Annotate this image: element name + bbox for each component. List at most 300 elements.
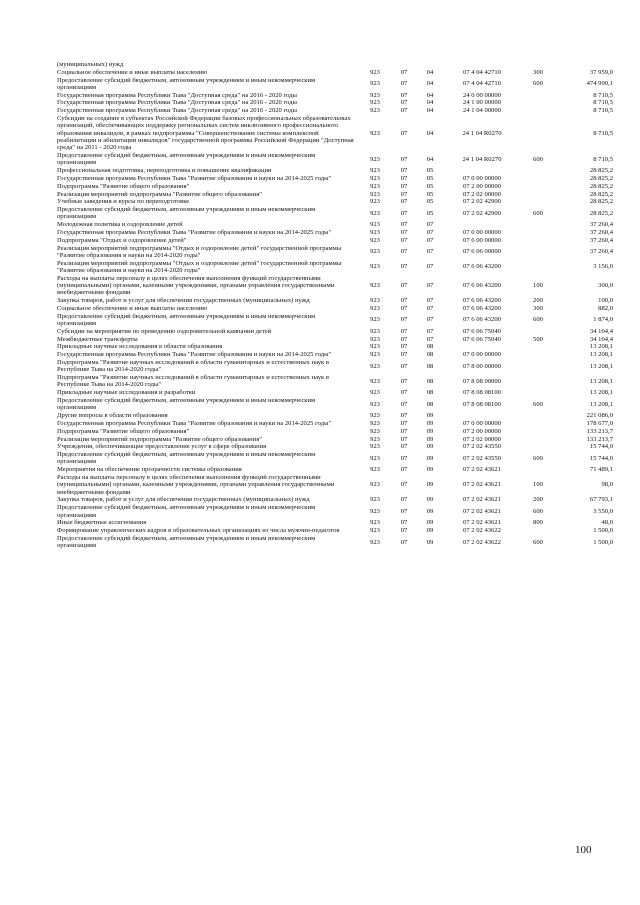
table-row: [57, 527, 613, 535]
expense-type-code: [521, 183, 555, 191]
table-row: [57, 443, 613, 451]
amount: 13 208,1: [589, 362, 613, 370]
row-name: Расходы на выплаты персоналу в целях обеспечения выполнения функций государственными (муниципальными) органами, казенными учреждениями, органами управления государственными внебюджетными фондами: [57, 474, 335, 496]
amount: 1 874,0: [593, 316, 613, 324]
subsection-code: 05: [426, 198, 434, 206]
ministry-code: 923: [370, 419, 380, 427]
section-code: 07: [400, 412, 408, 420]
target-article-code: 07 2 02 43621: [463, 507, 501, 515]
table-row: [57, 245, 613, 260]
section-code: 07: [400, 496, 408, 504]
expense-type-code: [521, 107, 555, 115]
ministry-code: 923: [370, 389, 380, 397]
subsection-code: 04: [426, 91, 434, 99]
subsection-code: 09: [426, 507, 434, 515]
amount: 1 500,0: [593, 527, 613, 535]
row-name: Предоставление субсидий бюджетным, автономным учреждениям и иным некоммерческим организациям: [57, 397, 316, 412]
subsection-code: 04: [426, 80, 434, 88]
ministry-code: 923: [370, 91, 380, 99]
table-row: [57, 374, 613, 389]
row-name: Реализация мероприятий подпрограммы "Отдых и оздоровление детей" государственной программы "Развитие образования и науки на 2014-2020 годы": [57, 259, 342, 275]
section-code: 07: [400, 427, 408, 435]
amount: 1 500,0: [593, 538, 613, 546]
target-article-code: 07 0 00 00000: [463, 174, 501, 182]
section-code: 07: [400, 519, 408, 527]
amount: [555, 61, 613, 69]
target-article-code: 07 6 06 43200: [463, 282, 501, 290]
table-row: [57, 436, 613, 444]
table-row: [57, 175, 613, 183]
row-name: Молодежная политика и оздоровление детей: [57, 221, 183, 229]
amount: 178 677,0: [586, 419, 613, 427]
section-code: 07: [400, 190, 408, 198]
subsection-code: 08: [426, 362, 434, 370]
row-name: Государственная программа Республики Тыва "Доступная среда" на 2016 - 2020 годы: [57, 107, 297, 115]
amount: 133 213,7: [586, 435, 613, 443]
row-name: Подпрограмма "Развитие научных исследований в области гуманитарных и естественных наук в Республике Тыва на 2014-2020 годы": [57, 374, 330, 389]
amount: 98,0: [601, 481, 613, 489]
subsection-code: [417, 61, 443, 69]
subsection-code: 09: [426, 412, 434, 420]
target-article-code: 07 2 02 00000: [463, 435, 501, 443]
row-name: Предоставление субсидий бюджетным, автономным учреждениям и иным некоммерческим организациям: [57, 504, 316, 519]
table-row: [57, 420, 613, 428]
section-code: 07: [400, 209, 408, 217]
amount: 8 710,5: [593, 107, 613, 115]
table-row: [57, 466, 613, 474]
subsection-code: 07: [426, 316, 434, 324]
ministry-code: 923: [370, 496, 380, 504]
expense-type-code: [521, 61, 555, 69]
subsection-code: 08: [426, 389, 434, 397]
expense-type-code: 500: [533, 335, 543, 343]
section-code: 07: [400, 507, 408, 515]
section-code: 07: [400, 327, 408, 335]
amount: 882,0: [598, 305, 613, 312]
section-code: 07: [400, 362, 408, 370]
table-row: [57, 389, 613, 397]
section-code: 07: [400, 263, 408, 271]
target-article-code: 07 2 02 43622: [463, 527, 501, 535]
ministry-code: 923: [370, 412, 380, 420]
subsection-code: 04: [426, 99, 434, 107]
row-name: Подпрограмма "Развитие научных исследований в области гуманитарных и естественных наук в Республике Тыва на 2014-2020 годы": [57, 359, 330, 374]
amount: 37 260,4: [589, 248, 613, 256]
expense-type-code: [521, 198, 555, 206]
expense-type-code: 800: [533, 519, 543, 527]
target-article-code: 07 4 04 42710: [463, 80, 501, 88]
ministry-code: 923: [370, 221, 380, 229]
table-row: [57, 496, 613, 504]
row-name: Межбюджетные трансферты: [57, 335, 138, 343]
expense-type-code: [521, 436, 555, 444]
section-code: 07: [400, 167, 408, 175]
subsection-code: 09: [426, 481, 434, 489]
amount: 8 710,5: [593, 155, 613, 163]
expense-type-code: [521, 328, 555, 336]
ministry-code: 923: [370, 263, 380, 271]
row-name: Иные бюджетные ассигнования: [57, 519, 147, 527]
table-row: [57, 328, 613, 336]
target-article-code: 07 0 00 00000: [463, 229, 501, 237]
ministry-code: 923: [370, 527, 380, 535]
section-code: 07: [400, 182, 408, 190]
amount: 48,0: [601, 519, 613, 527]
section-code: 07: [400, 248, 408, 256]
target-article-code: 07 2 02 43621: [463, 466, 501, 474]
subsection-code: 05: [426, 167, 434, 175]
ministry-code: 923: [370, 443, 380, 451]
expense-type-code: 300: [533, 68, 543, 76]
ministry-code: 923: [370, 351, 380, 359]
amount: 34 104,4: [589, 335, 613, 343]
row-name: Социальное обеспечение и иные выплаты населению: [57, 68, 208, 76]
target-article-code: 07 6 00 00000: [463, 236, 501, 244]
expense-type-code: [521, 412, 555, 420]
ministry-code: 923: [370, 466, 380, 474]
expense-type-code: [521, 237, 555, 245]
amount: 100,0: [598, 297, 613, 305]
section-code: 07: [400, 99, 408, 107]
ministry-code: 923: [370, 167, 380, 175]
subsection-code: 04: [426, 107, 434, 115]
ministry-code: 923: [370, 519, 380, 527]
ministry-code: 923: [370, 316, 380, 324]
target-article-code: 07 6 06 00000: [463, 248, 501, 256]
ministry-code: 923: [370, 68, 380, 76]
row-name: Формирование управленческих кадров в образовательных организациях из числа мужчин-педагогов: [57, 527, 340, 535]
expense-type-code: [521, 191, 555, 199]
section-code: 07: [400, 221, 408, 229]
row-name: Учебные заведения и курсы по переподготовке: [57, 198, 190, 206]
subsection-code: 07: [426, 297, 434, 305]
subsection-code: 09: [426, 538, 434, 546]
row-name: Государственная программа Республики Тыва "Развитие образования и науки на 2014-2025 годы": [57, 229, 332, 237]
target-article-code: 07 6 06 43200: [463, 305, 501, 312]
table-row: [57, 167, 613, 175]
expense-type-code: [521, 245, 555, 260]
ministry-code: 923: [370, 362, 380, 370]
ministry-code: 923: [370, 182, 380, 190]
expense-type-code: [521, 260, 555, 275]
expense-type-code: 600: [533, 80, 543, 88]
budget-table: [57, 61, 613, 550]
target-article-code: [443, 221, 521, 229]
amount: 37 959,0: [589, 68, 613, 76]
row-name: Реализация мероприятий подпрограммы "Отдых и оздоровление детей" государственной программы "Развитие образования и науки на 2014-2020 годы": [57, 244, 342, 259]
row-name: Государственная программа Республики Тыва "Доступная среда" на 2016 - 2020 годы: [57, 91, 297, 99]
target-article-code: 24 0 00 00000: [463, 91, 501, 99]
target-article-code: 07 0 00 00000: [463, 351, 501, 359]
subsection-code: 07: [426, 229, 434, 237]
ministry-code: 923: [370, 343, 380, 351]
target-article-code: 07 8 08 08100: [463, 400, 501, 408]
amount: 28 825,2: [589, 167, 613, 175]
target-article-code: 07 6 06 43200: [463, 263, 501, 271]
row-name: Предоставление субсидий бюджетным, автономным учреждениям и иным некоммерческим организациям: [57, 206, 316, 221]
table-row: [57, 275, 613, 297]
subsection-code: 07: [426, 248, 434, 256]
row-name: Профессиональная подготовка, переподготовка и повышение квалификации: [57, 167, 272, 175]
expense-type-code: 600: [533, 538, 543, 546]
row-name: Государственная программа Республики Тыва "Развитие образования и науки на 2014-2025 годы": [57, 174, 332, 182]
ministry-code: 923: [370, 454, 380, 462]
row-name: Прикладные научные исследования в области образования: [57, 343, 223, 351]
budget-table-body: [57, 61, 613, 550]
table-row: [57, 107, 613, 115]
table-row: [57, 77, 613, 92]
target-article-code: 07 2 02 43621: [463, 519, 501, 527]
section-code: 07: [400, 107, 408, 115]
table-row: [57, 229, 613, 237]
table-row: [57, 61, 613, 69]
ministry-code: 923: [370, 297, 380, 305]
section-code: 07: [400, 282, 408, 290]
expense-type-code: [521, 343, 555, 351]
ministry-code: 923: [370, 155, 380, 163]
subsection-code: 09: [426, 443, 434, 451]
amount: 37 260,4: [589, 221, 613, 229]
subsection-code: 04: [426, 68, 434, 76]
subsection-code: 04: [426, 129, 434, 137]
ministry-code: 923: [370, 335, 380, 343]
amount: 3 550,0: [593, 507, 613, 515]
subsection-code: 07: [426, 263, 434, 271]
table-row: [57, 428, 613, 436]
expense-type-code: 100: [533, 282, 543, 290]
section-code: 07: [400, 466, 408, 474]
subsection-code: 07: [426, 335, 434, 343]
row-name: Государственная программа Республики Тыва "Доступная среда" на 2016 - 2020 годы: [57, 99, 297, 107]
amount: 15 744,0: [589, 454, 613, 462]
table-row: [57, 297, 613, 305]
target-article-code: 07 8 00 00000: [463, 362, 501, 370]
amount: 3 156,0: [593, 263, 613, 271]
target-article-code: 07 6 06 75040: [463, 335, 501, 343]
target-article-code: [443, 167, 521, 175]
target-article-code: [443, 343, 521, 351]
amount: 28 825,2: [589, 198, 613, 206]
target-article-code: [443, 61, 521, 69]
amount: 37 260,4: [589, 229, 613, 237]
target-article-code: 07 6 06 43200: [463, 297, 501, 305]
table-row: [57, 535, 613, 550]
table-row: [57, 198, 613, 206]
expense-type-code: [521, 99, 555, 107]
ministry-code: 923: [370, 305, 380, 312]
table-row: [57, 237, 613, 245]
section-code: 07: [400, 351, 408, 359]
amount: 13 208,1: [589, 377, 613, 385]
amount: 34 104,4: [589, 327, 613, 335]
row-name: Подпрограмма "Отдых и оздоровление детей": [57, 236, 187, 244]
section-code: 07: [400, 155, 408, 163]
row-name: Государственная программа Республики Тыва "Развитие образования и науки на 2014-2025 годы": [57, 351, 332, 359]
ministry-code: 923: [370, 400, 380, 408]
expense-type-code: [521, 175, 555, 183]
section-code: 07: [400, 297, 408, 305]
expense-type-code: [521, 351, 555, 359]
table-row: [57, 397, 613, 412]
row-name: Субсидии на создание в субъектах Российской Федерации базовых профессиональных образовательных организаций, обеспечивающих поддержку региональных систем инклюзивного профессионального образования инвалидов, в рамках подпрограммы "Совершенствование системы комплексной реабилитации и абилитации инвалидов" государственной программы Российской Федерации "Доступная среда" на 2011 - 2020 годы: [57, 115, 354, 152]
row-name: Закупка товаров, работ и услуг для обеспечения государственных (муниципальных) нужд: [57, 496, 310, 504]
subsection-code: 05: [426, 190, 434, 198]
row-name: (муниципальных) нужд: [57, 61, 124, 68]
expense-type-code: [521, 428, 555, 436]
table-row: [57, 69, 613, 77]
expense-type-code: [521, 420, 555, 428]
section-code: 07: [400, 236, 408, 244]
amount: 67 793,1: [589, 496, 613, 504]
amount: 71 489,1: [589, 466, 613, 474]
subsection-code: 07: [426, 282, 434, 290]
target-article-code: 07 6 06 43200: [463, 316, 501, 324]
section-code: 07: [400, 389, 408, 397]
row-name: Расходы на выплаты персоналу в целях обеспечения выполнения функций государственными (муниципальными) органами, казенными учреждениями, органами управления государственными внебюджетными фондами: [57, 274, 335, 297]
page-number: 100: [575, 844, 592, 856]
subsection-code: 07: [426, 305, 434, 312]
row-name: Предоставление субсидий бюджетным, автономным учреждениям и иным некоммерческим организациям: [57, 534, 316, 550]
section-code: 07: [400, 443, 408, 451]
ministry-code: 923: [370, 229, 380, 237]
amount: 28 825,2: [589, 174, 613, 182]
expense-type-code: 300: [533, 305, 543, 312]
target-article-code: 07 2 00 00000: [463, 427, 501, 435]
section-code: 07: [400, 198, 408, 206]
table-row: [57, 343, 613, 351]
section-code: [391, 61, 417, 69]
table-row: [57, 359, 613, 374]
ministry-code: 923: [370, 198, 380, 206]
table-row: [57, 474, 613, 496]
ministry-code: 923: [370, 107, 380, 115]
subsection-code: 09: [426, 496, 434, 504]
ministry-code: 923: [370, 99, 380, 107]
section-code: 07: [400, 335, 408, 343]
amount: 13 208,1: [589, 351, 613, 359]
table-row: [57, 305, 613, 313]
subsection-code: 08: [426, 400, 434, 408]
section-code: 07: [400, 129, 408, 137]
row-name: Предоставление субсидий бюджетным, автономным учреждениям и иным некоммерческим организациям: [57, 312, 316, 328]
ministry-code: 923: [370, 435, 380, 443]
subsection-code: 07: [426, 221, 434, 229]
table-row: [57, 412, 613, 420]
amount: 300,0: [598, 282, 613, 290]
target-article-code: 07 2 02 43550: [463, 443, 501, 451]
table-row: [57, 152, 613, 167]
section-code: 07: [400, 229, 408, 237]
amount: 13 208,1: [589, 389, 613, 397]
target-article-code: 07 0 00 00000: [463, 419, 501, 427]
expense-type-code: 100: [533, 481, 543, 489]
target-article-code: 07 6 06 75040: [463, 327, 501, 335]
amount: 8 710,5: [593, 129, 613, 137]
section-code: 07: [400, 481, 408, 489]
expense-type-code: [521, 374, 555, 389]
table-row: [57, 183, 613, 191]
expense-type-code: [521, 527, 555, 535]
amount: 8 710,5: [593, 99, 613, 107]
amount: 28 825,2: [589, 190, 613, 198]
section-code: 07: [400, 454, 408, 462]
target-article-code: [443, 412, 521, 420]
row-name: Реализация мероприятий подпрограммы "Развитие общего образования": [57, 435, 262, 443]
target-article-code: 07 2 02 42900: [463, 209, 501, 217]
target-article-code: 07 2 02 43621: [463, 481, 501, 489]
expense-type-code: 200: [533, 297, 543, 305]
target-article-code: 07 2 02 43550: [463, 454, 501, 462]
ministry-code: 923: [370, 282, 380, 290]
section-code: 07: [400, 80, 408, 88]
subsection-code: 09: [426, 435, 434, 443]
subsection-code: 05: [426, 182, 434, 190]
section-code: 07: [400, 377, 408, 385]
row-name: Другие вопросы в области образования: [57, 412, 168, 420]
section-code: 07: [400, 305, 408, 312]
ministry-code: 923: [370, 236, 380, 244]
subsection-code: 05: [426, 209, 434, 217]
section-code: 07: [400, 91, 408, 99]
expense-type-code: [521, 443, 555, 451]
target-article-code: 07 8 08 08100: [463, 389, 501, 397]
subsection-code: 08: [426, 351, 434, 359]
expense-type-code: 600: [533, 507, 543, 515]
table-row: [57, 260, 613, 275]
subsection-code: 09: [426, 466, 434, 474]
amount: 8 710,5: [593, 91, 613, 99]
amount: 13 208,1: [589, 400, 613, 408]
subsection-code: 08: [426, 343, 434, 351]
row-name: Подпрограмма "Развитие общего образования": [57, 427, 190, 435]
expense-type-code: [521, 229, 555, 237]
row-name: Реализация мероприятий подпрограммы "Развитие общего образования": [57, 190, 262, 198]
section-code: 07: [400, 435, 408, 443]
subsection-code: 09: [426, 419, 434, 427]
section-code: 07: [400, 343, 408, 351]
section-code: 07: [400, 68, 408, 76]
subsection-code: 07: [426, 236, 434, 244]
subsection-code: 09: [426, 527, 434, 535]
subsection-code: 07: [426, 327, 434, 335]
row-name: Прикладные научные исследования и разработки: [57, 389, 196, 397]
section-code: 07: [400, 527, 408, 535]
row-name: Предоставление субсидий бюджетным, автономным учреждениям и иным некоммерческим организациям: [57, 152, 316, 167]
ministry-code: 923: [370, 377, 380, 385]
table-row: [57, 504, 613, 519]
target-article-code: 07 2 00 00000: [463, 182, 501, 190]
table-row: [57, 313, 613, 328]
ministry-code: 923: [370, 80, 380, 88]
amount: 37 260,4: [589, 236, 613, 244]
target-article-code: 24 1 00 00000: [463, 99, 501, 107]
ministry-code: 923: [370, 327, 380, 335]
expense-type-code: [521, 167, 555, 175]
table-row: [57, 115, 613, 152]
amount: 13 208,1: [589, 343, 613, 351]
table-row: [57, 451, 613, 466]
expense-type-code: [521, 221, 555, 229]
expense-type-code: [521, 466, 555, 474]
amount: 221 086,0: [586, 412, 613, 420]
target-article-code: 07 2 02 43622: [463, 538, 501, 546]
subsection-code: 09: [426, 519, 434, 527]
ministry-code: 923: [370, 538, 380, 546]
ministry-code: 923: [370, 174, 380, 182]
target-article-code: 07 2 02 43621: [463, 496, 501, 504]
expense-type-code: [521, 389, 555, 397]
target-article-code: 07 2 02 42900: [463, 198, 501, 206]
